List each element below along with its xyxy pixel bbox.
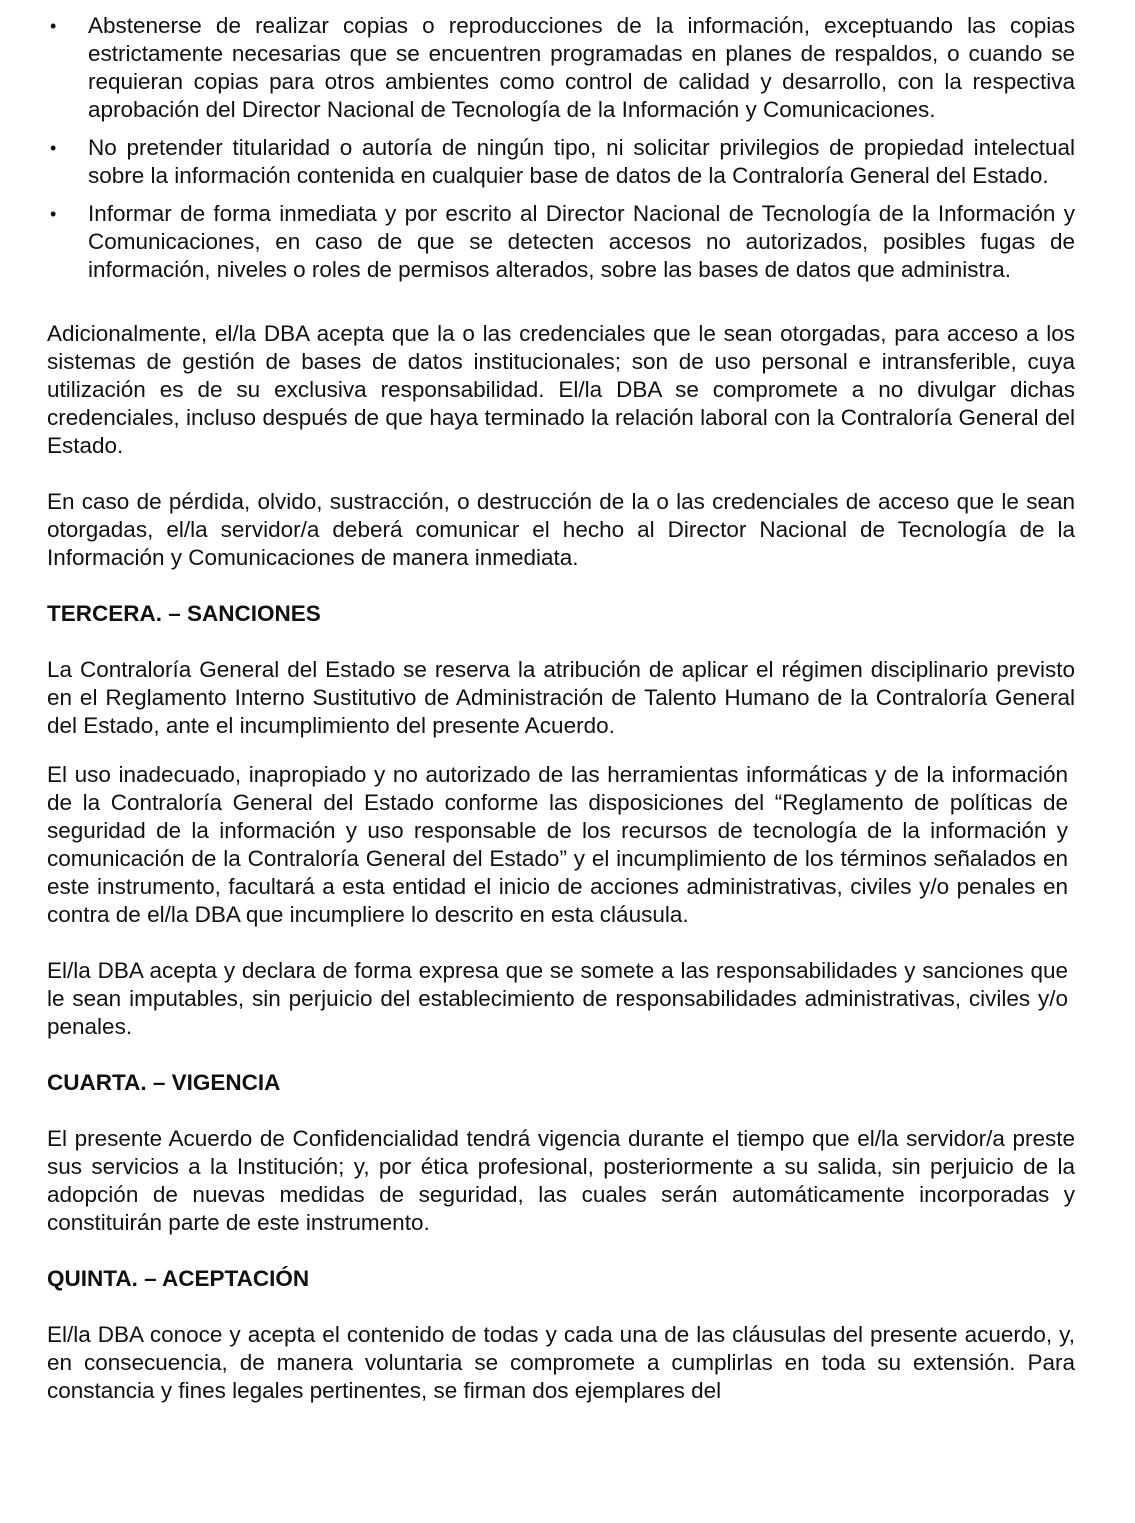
credentials-paragraph: Adicionalmente, el/la DBA acepta que la o las credenciales que le sean otorgadas, para acceso a los sistemas de gestión de bases de datos institucionales; son de uso personal e intransferible, cuya utilización es de su exclusiva responsabilidad. El/la DBA se compromete a no divulgar dichas credenciales, incluso después de que haya terminado la relación laboral con la Contraloría General del Estado. [47,321,1075,458]
sanciones-paragraph-2: El uso inadecuado, inapropiado y no autorizado de las herramientas informáticas y de la información de la Contraloría General del Estado conforme las disposiciones del “Reglamento de políticas de seguridad de la información y uso responsable de los recursos de tecnología de la información y comunicación de la Contraloría General del Estado” y el incumplimiento de los términos señalados en este instrumento, facultará a esta entidad el inicio de acciones administrativas, civiles y/o penales en contra de el/la DBA que incumpliere lo descrito en esta cláusula. [47,762,1068,927]
sanciones-paragraph-1: La Contraloría General del Estado se reserva la atribución de aplicar el régimen disciplinario previsto en el Reglamento Interno Sustitutivo de Administración de Talento Humano de la Contraloría General del Estado, ante el incumplimiento del presente Acuerdo. [47,657,1075,738]
vigencia-paragraph: El presente Acuerdo de Confidencialidad tendrá vigencia durante el tiempo que el/la servidor/a preste sus servicios a la Institución; y, por ética profesional, posteriormente a su salida, sin perjuicio de la adopción de nuevas medidas de seguridad, las cuales serán automáticamente incorporadas y constituirán parte de este instrumento. [47,1126,1075,1235]
sanciones-paragraph-3: El/la DBA acepta y declara de forma expresa que se somete a las responsabilidades y sanciones que le sean imputables, sin perjuicio del establecimiento de responsabilidades administrativas, civiles y/o penales. [47,958,1068,1039]
section-heading-tercera: TERCERA. – SANCIONES [47,601,321,626]
list-item-text: Informar de forma inmediata y por escrito al Director Nacional de Tecnología de la Información y Comunicaciones, en caso de que se detecten accesos no autorizados, posibles fugas de información, niveles o roles de permisos alterados, sobre las bases de datos que administra. [88,201,1075,282]
list-item [47,134,1075,190]
loss-paragraph: En caso de pérdida, olvido, sustracción, o destrucción de la o las credenciales de acceso que le sean otorgadas, el/la servidor/a deberá comunicar el hecho al Director Nacional de Tecnología de la Información y Comunicaciones de manera inmediata. [47,489,1075,570]
obligations-list [47,12,1075,284]
list-item-text: No pretender titularidad o autoría de ningún tipo, ni solicitar privilegios de propiedad intelectual sobre la información contenida en cualquier base de datos de la Contraloría General del Estado. [88,135,1075,188]
list-item-text: Abstenerse de realizar copias o reproducciones de la información, exceptuando las copias estrictamente necesarias que se encuentren programadas en planes de respaldos, o cuando se requieran copias para otros ambientes como control de calidad y desarrollo, con la respectiva aprobación del Director Nacional de Tecnología de la Información y Comunicaciones. [88,13,1075,122]
list-item [47,200,1075,284]
bullet-icon: • [50,138,57,158]
section-heading-quinta: QUINTA. – ACEPTACIÓN [47,1266,310,1291]
bullet-icon: • [50,204,57,224]
list-item [47,12,1075,124]
document-page [47,12,1075,1405]
section-heading-cuarta: CUARTA. – VIGENCIA [47,1070,281,1095]
aceptacion-paragraph: El/la DBA conoce y acepta el contenido de todas y cada una de las cláusulas del presente acuerdo, y, en consecuencia, de manera voluntaria se compromete a cumplirlas en toda su extensión. Para constancia y fines legales pertinentes, se firman dos ejemplares del [47,1322,1075,1403]
bullet-icon: • [50,16,57,36]
